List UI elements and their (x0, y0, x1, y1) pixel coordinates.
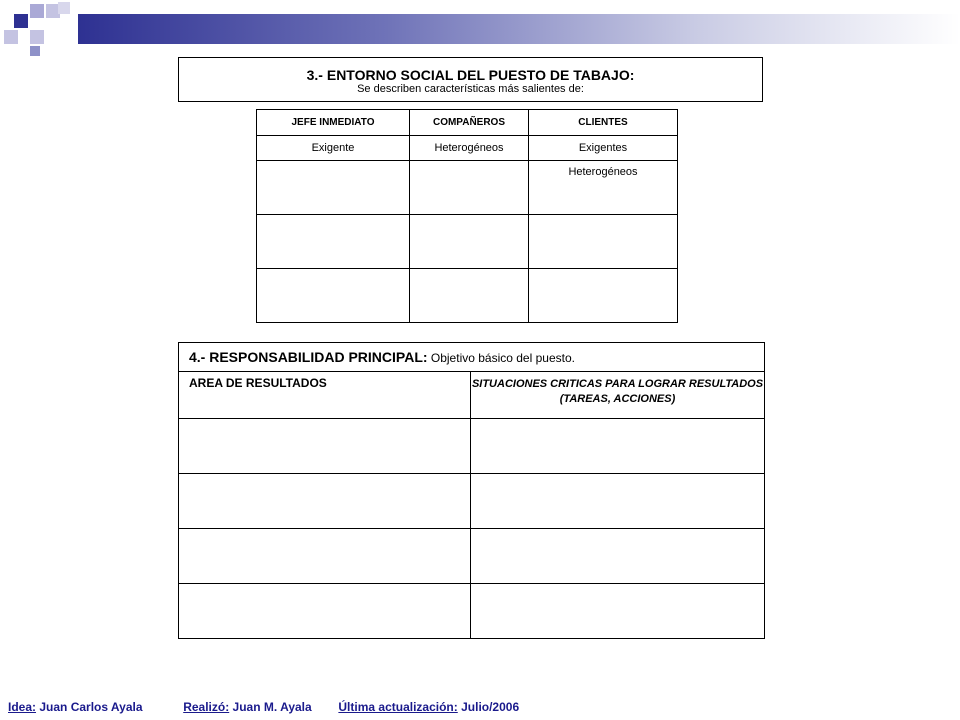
table-cell[interactable]: Heterogéneos (529, 161, 678, 215)
footer-realizo-label: Realizó: (183, 700, 230, 714)
social-environment-table (256, 109, 678, 323)
table-cell[interactable] (410, 269, 529, 323)
header-gradient-bar (78, 14, 960, 44)
table-cell[interactable] (179, 419, 471, 474)
section3-header (178, 57, 763, 102)
section3-title: 3.- ENTORNO SOCIAL DEL PUESTO DE TABAJO: (306, 67, 635, 83)
table-cell[interactable] (179, 584, 471, 639)
section3-subtitle: Se describen características más salientes de: (357, 83, 584, 95)
table-cell[interactable] (471, 529, 765, 584)
table-cell[interactable]: Exigentes (529, 136, 678, 161)
footer-realizo-value: Juan M. Ayala (229, 700, 312, 714)
table-cell[interactable] (471, 474, 765, 529)
table-cell[interactable] (529, 215, 678, 269)
footer-idea-label: Idea: (8, 700, 37, 714)
table-cell[interactable] (257, 161, 410, 215)
table-cell[interactable] (257, 269, 410, 323)
table-cell[interactable]: Heterogéneos (410, 136, 529, 161)
table-cell[interactable] (529, 269, 678, 323)
column-header-area: AREA DE RESULTADOS (179, 372, 471, 419)
section4-title: 4.- RESPONSABILIDAD PRINCIPAL: Objetivo básico del puesto. (179, 343, 765, 372)
decor-square-light (58, 2, 70, 14)
column-header-clientes: CLIENTES (529, 110, 678, 136)
table-cell[interactable] (179, 529, 471, 584)
footer-credits (8, 700, 519, 714)
footer-idea-value: Juan Carlos Ayala (36, 700, 143, 714)
column-header-jefe: JEFE INMEDIATO (257, 110, 410, 136)
responsibility-table (178, 342, 765, 639)
table-cell[interactable] (410, 161, 529, 215)
decor-square-light (4, 30, 18, 44)
table-cell[interactable] (257, 215, 410, 269)
footer-update-value: Julio/2006 (457, 700, 520, 714)
column-header-situaciones: SITUACIONES CRITICAS PARA LOGRAR RESULTADOS (TAREAS, ACCIONES) (471, 372, 765, 419)
table-cell[interactable]: Exigente (257, 136, 410, 161)
table-cell[interactable] (410, 215, 529, 269)
column-header-companeros: COMPAÑEROS (410, 110, 529, 136)
decor-square-mid (30, 46, 40, 56)
decor-square-dark (14, 14, 28, 28)
section4-description: Objetivo básico del puesto. (427, 351, 575, 365)
table-cell[interactable] (471, 419, 765, 474)
table-cell[interactable] (471, 584, 765, 639)
table-cell[interactable] (179, 474, 471, 529)
decor-square-light (30, 30, 44, 44)
decor-square-light (30, 4, 44, 18)
footer-update-label: Última actualización: (338, 700, 458, 714)
